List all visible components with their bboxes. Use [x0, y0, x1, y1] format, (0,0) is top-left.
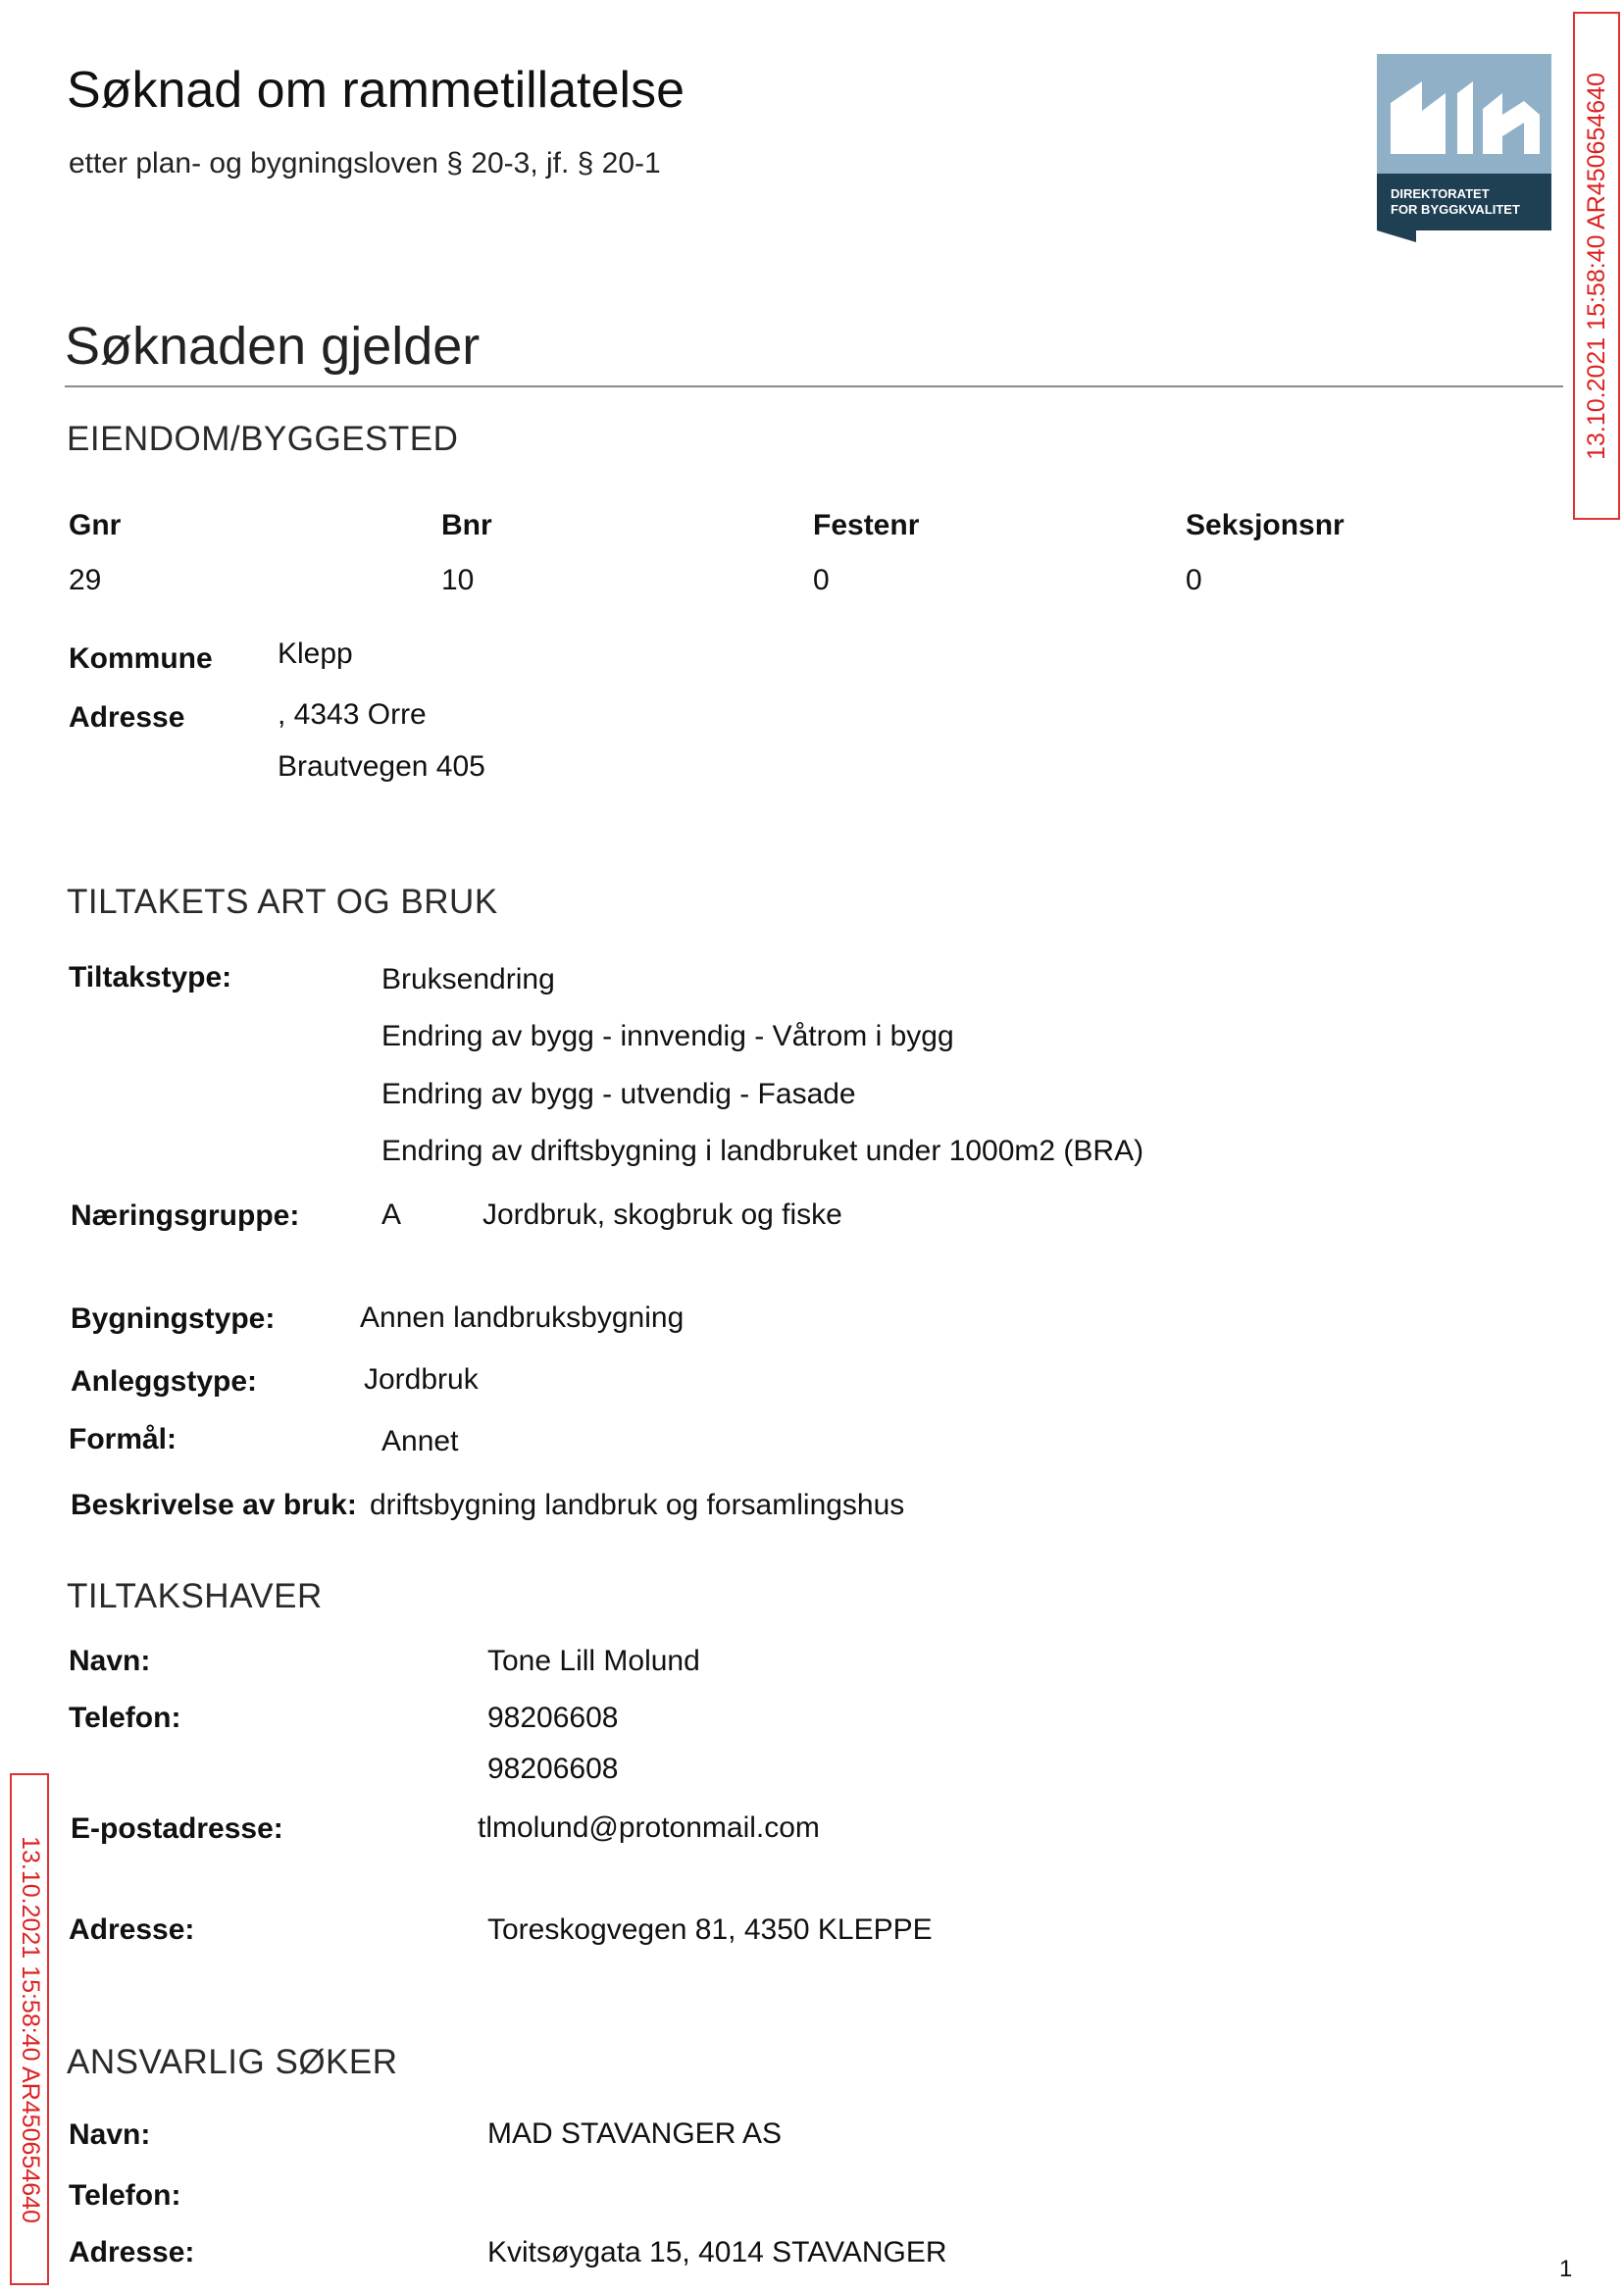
section-title: Søknaden gjelder: [65, 317, 481, 376]
soker-adresse-label: Adresse:: [69, 2236, 195, 2269]
beskrivelse-value: driftsbygning landbruk og forsamlingshus: [370, 1489, 905, 1521]
anleggstype-value: Jordbruk: [364, 1363, 479, 1396]
bygningstype-label: Bygningstype:: [71, 1302, 276, 1335]
bnr-label: Bnr: [441, 509, 492, 541]
tiltakshaver-epost-label: E-postadresse:: [71, 1812, 283, 1845]
festenr-label: Festenr: [813, 509, 920, 541]
stamp-text: 13.10.2021 15:58:40 AR450654640: [16, 1835, 44, 2223]
soker-navn-label: Navn:: [69, 2118, 151, 2151]
adresse-line1: , 4343 Orre: [278, 698, 427, 731]
section-divider: [65, 385, 1563, 387]
logo-text-line1: DIREKTORATET: [1391, 186, 1490, 201]
tiltakshaver-heading: TILTAKSHAVER: [67, 1577, 323, 1615]
naeringsgruppe-label: Næringsgruppe:: [71, 1199, 300, 1232]
naeringsgruppe-code: A: [381, 1198, 402, 1231]
adresse-line2: Brautvegen 405: [278, 750, 485, 783]
stamp-text: 13.10.2021 15:58:40 AR450654640: [1582, 72, 1610, 460]
document-title: Søknad om rammetillatelse: [67, 62, 685, 119]
anleggstype-label: Anleggstype:: [71, 1365, 258, 1398]
eiendom-heading: EIENDOM/BYGGESTED: [67, 420, 459, 458]
tiltakstype-item: Bruksendring: [381, 963, 555, 995]
soker-telefon-label: Telefon:: [69, 2179, 181, 2212]
formal-value: Annet: [381, 1425, 459, 1457]
tiltakstype-item: Endring av bygg - innvendig - Våtrom i bygg: [381, 1020, 954, 1052]
gnr-value: 29: [69, 564, 102, 596]
dibk-logo-icon: [1377, 54, 1551, 242]
tiltakshaver-epost-value: tlmolund@protonmail.com: [478, 1811, 820, 1844]
tiltakshaver-adresse-label: Adresse:: [69, 1913, 195, 1946]
naeringsgruppe-value: Jordbruk, skogbruk og fiske: [482, 1198, 842, 1231]
beskrivelse-label: Beskrivelse av bruk:: [71, 1489, 357, 1521]
seksjonsnr-value: 0: [1186, 564, 1202, 596]
soker-navn-value: MAD STAVANGER AS: [487, 2117, 783, 2150]
festenr-value: 0: [813, 564, 830, 596]
page-number: 1: [1559, 2256, 1573, 2282]
bnr-value: 10: [441, 564, 475, 596]
tiltakstype-item: Endring av driftsbygning i landbruket under 1000m2 (BRA): [381, 1135, 1144, 1167]
kommune-value: Klepp: [278, 637, 353, 670]
bygningstype-value: Annen landbruksbygning: [360, 1301, 685, 1334]
tiltakshaver-navn-label: Navn:: [69, 1645, 151, 1677]
tiltakshaver-navn-value: Tone Lill Molund: [487, 1645, 700, 1677]
tiltakshaver-adresse-value: Toreskogvegen 81, 4350 KLEPPE: [487, 1913, 933, 1946]
adresse-label: Adresse: [69, 701, 185, 734]
receipt-stamp-left: [10, 1773, 49, 2285]
tiltak-heading: TILTAKETS ART OG BRUK: [67, 883, 498, 921]
tiltakshaver-telefon-label: Telefon:: [69, 1702, 181, 1734]
tiltakshaver-telefon-value: 98206608: [487, 1753, 619, 1785]
soker-adresse-value: Kvitsøygata 15, 4014 STAVANGER: [487, 2236, 947, 2269]
logo-text-line2: FOR BYGGKVALITET: [1391, 202, 1520, 217]
kommune-label: Kommune: [69, 642, 213, 675]
document-subtitle: etter plan- og bygningsloven § 20-3, jf. § 20-1: [69, 147, 661, 179]
ansvarlig-soker-heading: ANSVARLIG SØKER: [67, 2043, 398, 2081]
tiltakstype-label: Tiltakstype:: [69, 961, 232, 994]
formal-label: Formål:: [69, 1423, 178, 1455]
tiltakshaver-telefon-value: 98206608: [487, 1702, 619, 1734]
seksjonsnr-label: Seksjonsnr: [1186, 509, 1345, 541]
gnr-label: Gnr: [69, 509, 122, 541]
tiltakstype-item: Endring av bygg - utvendig - Fasade: [381, 1078, 856, 1110]
receipt-stamp-right: [1573, 12, 1620, 520]
direktoratet-logo: [1377, 54, 1551, 242]
